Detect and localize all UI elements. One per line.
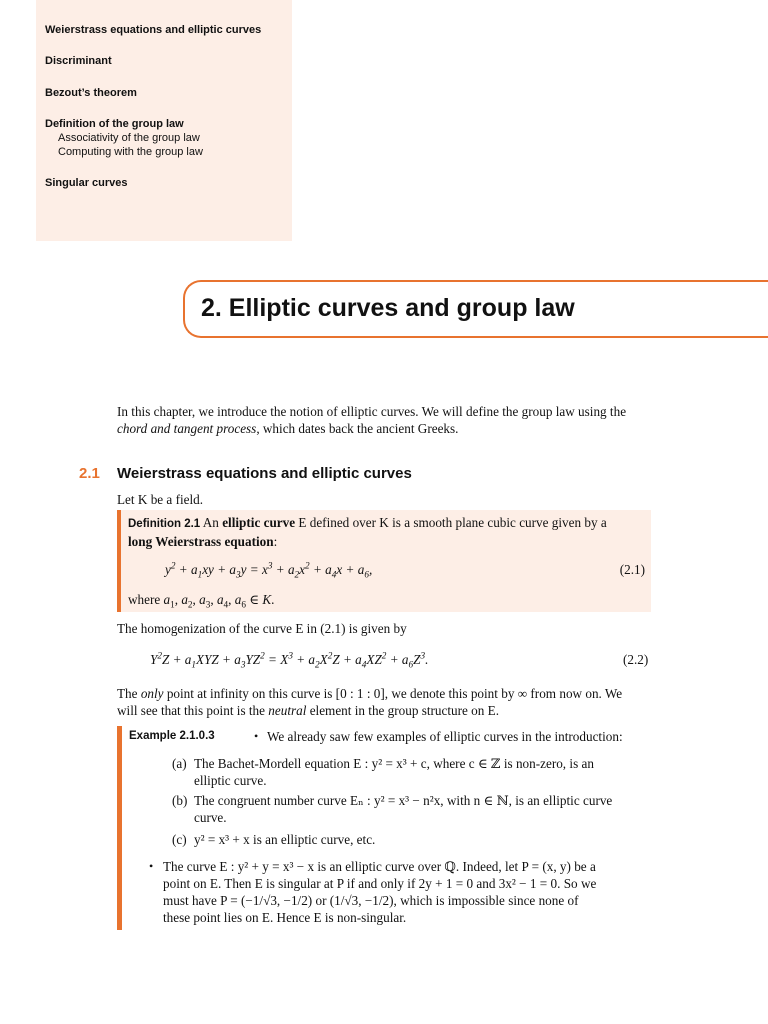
definition-text-c: : xyxy=(273,534,278,549)
example-item-a-label: (a) xyxy=(172,756,187,771)
example-bullet-1: We already saw few examples of elliptic curves in the introduction: xyxy=(267,729,623,744)
definition-term-elliptic-curve: elliptic curve xyxy=(222,515,296,530)
example-item-b-line1: The congruent number curve Eₙ : y² = x³ − n²x, with n ∈ ℕ, is an elliptic curve xyxy=(194,793,613,808)
example-bullet-2-line: point on E. Then E is singular at P if and only if 2y + 1 = 0 and 3x² − 1 = 0. So we xyxy=(163,876,597,891)
example-label: Example 2.1.0.3 xyxy=(129,730,215,742)
intro-paragraph xyxy=(117,403,652,437)
example-item-a-line2: elliptic curve. xyxy=(194,773,267,788)
definition-where-prefix: where xyxy=(128,592,161,607)
example-bullet-2 xyxy=(163,858,653,926)
definition-text-b: E defined over K is a smooth plane cubic curve given by a xyxy=(298,515,607,530)
chapter-title: 2. Elliptic curves and group law xyxy=(201,294,575,322)
toc-item-group-law[interactable]: Definition of the group law xyxy=(45,118,184,130)
toc-subitem-associativity[interactable]: Associativity of the group law xyxy=(58,132,200,144)
infinity-paragraph xyxy=(117,685,652,719)
equation-number-2-1: (2.1) xyxy=(619,562,645,577)
definition-box xyxy=(117,510,651,612)
example-item-c-label: (c) xyxy=(172,832,187,847)
infinity-line1-b: point at infinity on this curve is [0 : 1 : 0], we denote this point by ∞ from now on. We xyxy=(166,686,623,701)
definition-text xyxy=(128,514,646,550)
definition-label: Definition 2.1 xyxy=(128,518,201,530)
toc-item-bezout[interactable]: Bezout’s theorem xyxy=(45,87,137,99)
bullet-icon: • xyxy=(254,729,259,743)
toc-item-weierstrass[interactable]: Weierstrass equations and elliptic curves xyxy=(45,24,262,36)
intro-emphasis: chord and tangent process xyxy=(117,421,257,436)
example-bullet-2-line: must have P = (−1/√3, −1/2) or (1/√3, −1/2), which is impossible since none of xyxy=(163,893,579,908)
toc-item-singular[interactable]: Singular curves xyxy=(45,177,128,189)
example-bullet-2-line: these point lies on E. Hence E is non-singular. xyxy=(163,910,407,925)
let-field-text: Let K be a field. xyxy=(117,492,204,507)
example-bullet-2-line: The curve E : y² + y = x³ − x is an elliptic curve over ℚ. Indeed, let P = (x, y) be a xyxy=(163,859,596,874)
toc-item-discriminant[interactable]: Discriminant xyxy=(45,55,112,67)
definition-where: where $a_1$, $a_2$, $a_3$, $a_4$, $a_6$ ∈ K. xyxy=(128,592,275,610)
chapter-heading-box xyxy=(183,280,768,338)
equation-2-2: $Y^2Z + a_1XYZ + a_3YZ^2 = X^3 + a_2X^2Z + a_4XZ^2 + a_6Z^3$. xyxy=(150,650,429,670)
section-title: Weierstrass equations and elliptic curves xyxy=(117,465,412,482)
equation-2-1: $y^2 + a_1xy + a_3y = x^3 + a_2x^2 + a_4x + a_6$, xyxy=(165,560,373,580)
bullet-icon: • xyxy=(149,859,154,873)
definition-text-a: An xyxy=(202,515,219,530)
infinity-neutral: neutral xyxy=(268,703,307,718)
example-item-a-line1: The Bachet-Mordell equation E : y² = x³ + c, where c ∈ ℤ is non-zero, is an xyxy=(194,756,594,771)
infinity-line2-b: element in the group structure on E. xyxy=(309,703,500,718)
intro-line-2: , which dates back the ancient Greeks. xyxy=(256,421,459,436)
toc-subitem-computing[interactable]: Computing with the group law xyxy=(58,146,203,158)
example-item-b-line2: curve. xyxy=(194,810,227,825)
homogenization-text: The homogenization of the curve E in (2.1) is given by xyxy=(117,621,407,636)
infinity-only: only xyxy=(140,686,164,701)
example-item-b-label: (b) xyxy=(172,793,188,808)
table-of-contents xyxy=(36,0,292,241)
example-item-c-line1: y² = x³ + x is an elliptic curve, etc. xyxy=(194,832,376,847)
intro-line-1: In this chapter, we introduce the notion of elliptic curves. We will define the group law using the xyxy=(117,404,627,419)
equation-number-2-2: (2.2) xyxy=(623,652,649,667)
section-number: 2.1 xyxy=(79,465,100,482)
infinity-line1-a: The xyxy=(117,686,138,701)
infinity-line2-a: will see that this point is the xyxy=(117,703,265,718)
example-accent-bar xyxy=(117,726,122,930)
definition-term-weierstrass: long Weierstrass equation xyxy=(128,534,274,549)
